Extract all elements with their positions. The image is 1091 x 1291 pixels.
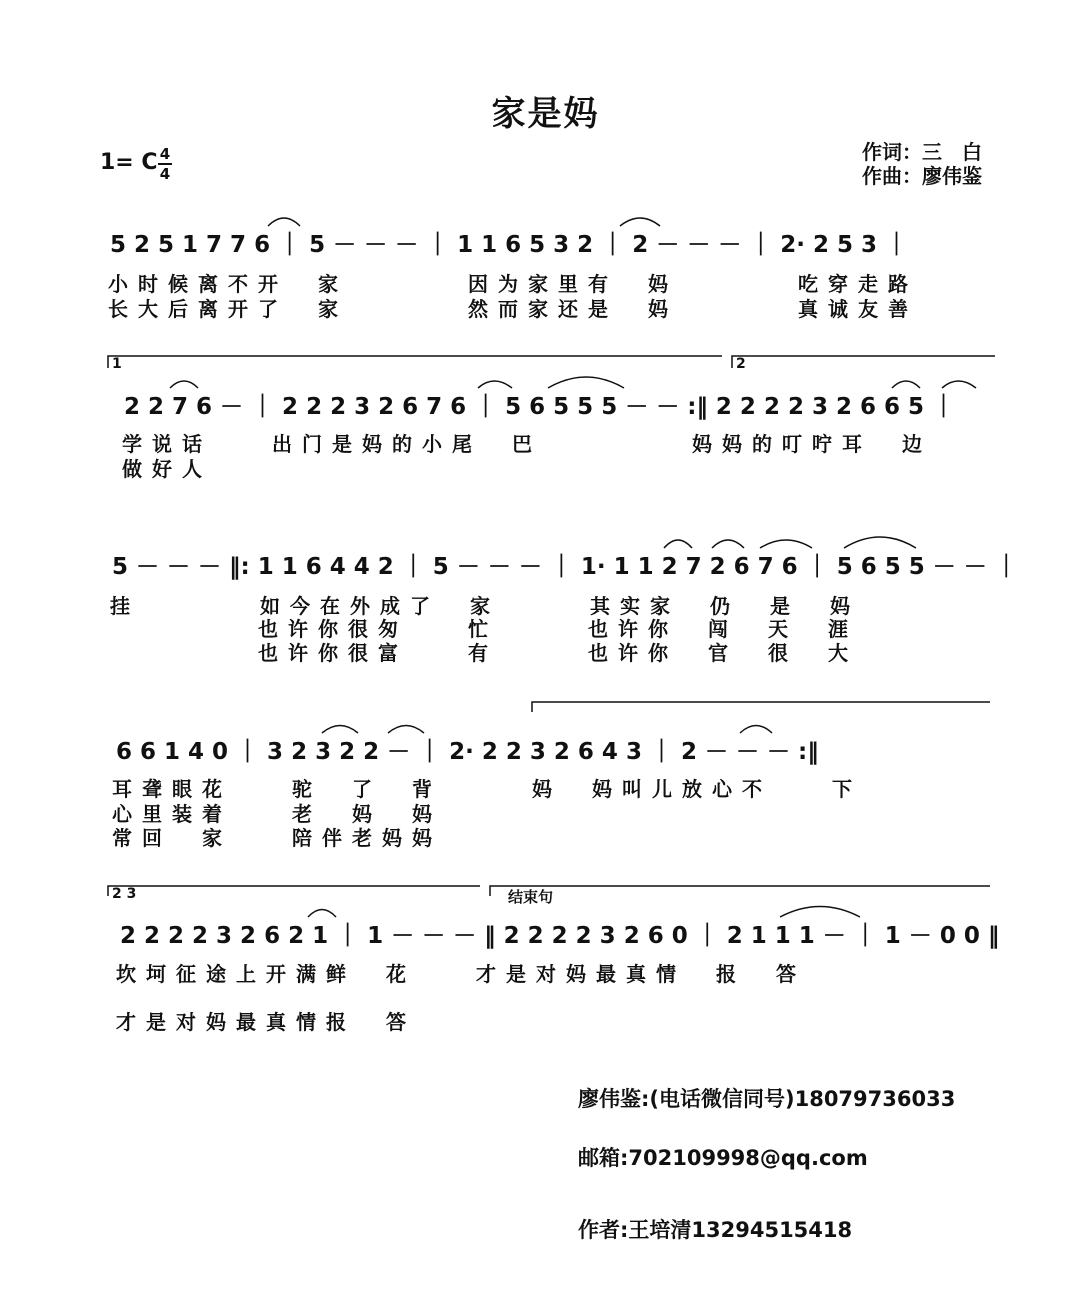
slur xyxy=(664,540,692,548)
composer-credit: 作曲：廖伟鉴 xyxy=(862,164,982,188)
composer-phone: 廖伟鉴:(电话微信同号)18079736033 xyxy=(578,1087,956,1111)
slur xyxy=(740,726,772,734)
notation-line: 6 6 1 4 0 ｜ 3 2 3 2 2 － ｜ 2· 2 2 3 2 6 4 3 ｜ 2 － － － :‖ xyxy=(116,739,819,765)
slur xyxy=(760,540,812,548)
lyric-line: 也许你很富 有 也许你 官 很 大 xyxy=(258,641,858,665)
email: 邮箱:702109998@qq.com xyxy=(578,1146,868,1170)
lyricist-credit: 作词：三 白 xyxy=(862,140,982,164)
lyric-line: 学说话 出门是妈的小尾 巴 妈妈的叮咛耳 边 xyxy=(122,432,932,456)
key-signature: 1= C xyxy=(100,150,158,175)
slur xyxy=(620,218,660,226)
slur xyxy=(892,381,920,388)
volta-bracket-2-3 xyxy=(108,886,480,896)
time-signature-bottom: 4 xyxy=(159,165,171,183)
slur xyxy=(942,381,976,388)
notation-line: 5 2 5 1 7 7 6 ｜ 5 － － － ｜ 1 1 6 5 3 2 ｜ 2 － － － ｜ 2· 2 5 3 ｜ xyxy=(110,232,909,258)
lyric-line: 小时候离不开 家 因为家里有 妈 吃穿走路 xyxy=(108,272,918,296)
time-signature-top: 4 xyxy=(159,145,171,163)
lyric-line: 心里装着 老 妈 妈 xyxy=(112,802,442,826)
lyric-line: 挂 如今在外成了 家 其实家 仍 是 妈 xyxy=(110,594,860,618)
volta-label-second-third: 2 3 xyxy=(112,886,137,902)
slur xyxy=(388,726,424,734)
lyric-line: 长大后离开了 家 然而家还是 妈 真诚友善 xyxy=(108,297,918,321)
volta-bracket-ending xyxy=(490,886,990,896)
lyric-line: 才是对妈最真情报 答 xyxy=(116,1010,416,1034)
volta-bracket-1 xyxy=(108,356,722,368)
lyric-line: 常回 家 陪伴老妈妈 xyxy=(112,826,442,850)
lyric-line: 也许你很匆 忙 也许你 闯 天 涯 xyxy=(258,617,858,641)
volta-bracket-2 xyxy=(732,356,995,368)
notation-line: 5 － － － ‖: 1 1 6 4 4 2 ｜ 5 － － － ｜ 1· 1 1 2 7 2 6 7 6 ｜ 5 6 5 5 － － ｜ xyxy=(112,554,1018,580)
slur xyxy=(548,377,624,388)
author: 作者:王培清13294515418 xyxy=(578,1218,853,1242)
slur xyxy=(268,218,300,226)
lyric-line: 耳聋眼花 驼 了 背 妈 妈叫儿放心不 下 xyxy=(112,777,862,801)
song-title: 家是妈 xyxy=(491,94,600,134)
volta-label-first: 1 xyxy=(112,356,122,372)
slur xyxy=(478,381,512,388)
slur xyxy=(712,540,744,548)
volta-label-ending: 结束句 xyxy=(508,888,554,906)
notation-line: 2 2 2 2 3 2 6 2 1 ｜ 1 － － － ‖ 2 2 2 2 3 2 6 0 ｜ 2 1 1 1 － ｜ 1 － 0 0 ‖ xyxy=(120,923,1000,949)
slur xyxy=(308,910,336,918)
slur xyxy=(844,537,916,548)
volta-bracket xyxy=(532,702,990,712)
slur xyxy=(780,907,860,918)
notation-line: 2 2 7 6 － ｜ 2 2 2 3 2 6 7 6 ｜ 5 6 5 5 5 － － :‖ 2 2 2 2 3 2 6 6 5 ｜ xyxy=(124,394,956,420)
slur xyxy=(170,381,198,388)
lyric-line: 做好人 xyxy=(122,457,212,481)
volta-label-second: 2 xyxy=(736,356,746,372)
lyric-line: 坎坷征途上开满鲜 花 才是对妈最真情 报 答 xyxy=(116,962,806,986)
slur xyxy=(322,726,358,734)
